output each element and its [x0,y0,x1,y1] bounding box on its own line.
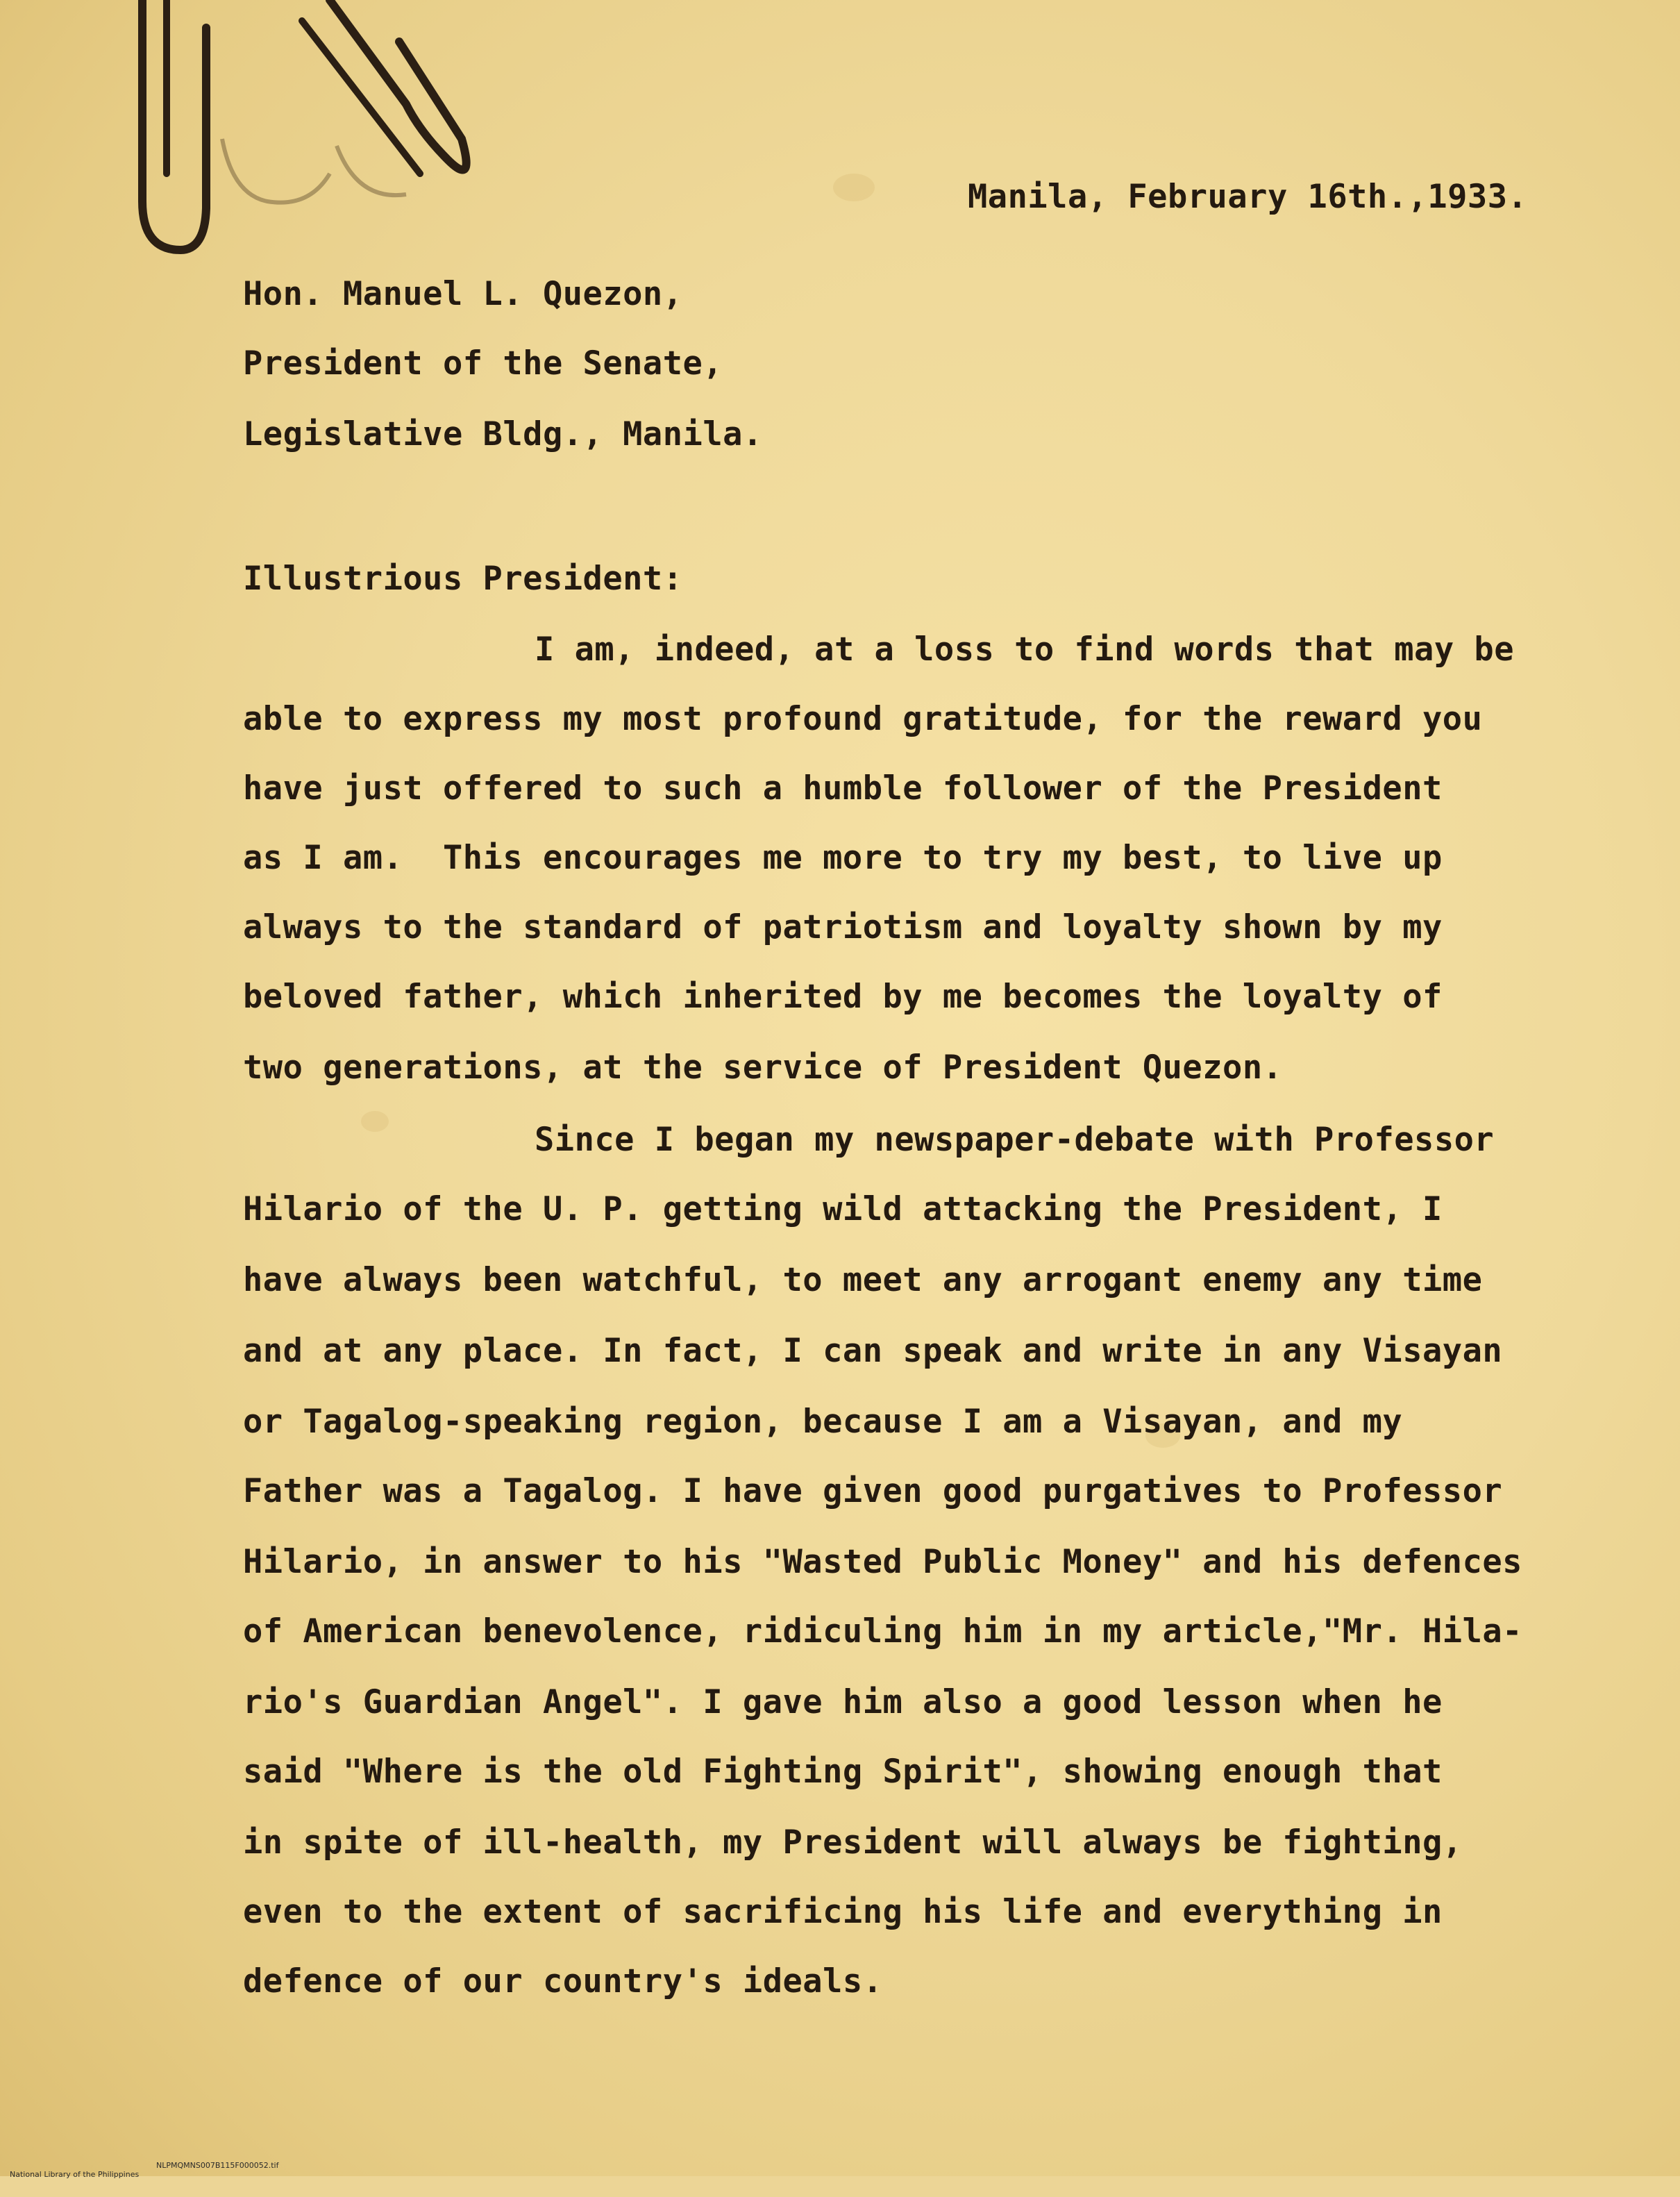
body-line: even to the extent of sacrificing his life and everything in [243,1893,1443,1931]
body-line: Hilario, in answer to his "Wasted Public Money" and his defences [243,1543,1522,1581]
salutation: Illustrious President: [243,560,683,598]
body-line: I am, indeed, at a loss to find words that may be [535,630,1515,669]
body-line: Hilario of the U. P. getting wild attacking the President, I [243,1190,1443,1228]
library-credit: National Library of the Philippines [10,2170,140,2179]
body-line: Since I began my newspaper-debate with Professor [535,1121,1495,1159]
body-line: or Tagalog-speaking region, because I am a Visayan, and my [243,1403,1403,1441]
body-line: defence of our country's ideals. [243,1962,883,2000]
body-line: and at any place. In fact, I can speak and write in any Visayan [243,1332,1503,1370]
body-line: said "Where is the old Fighting Spirit", showing enough that [243,1753,1443,1791]
paperclip-icon [128,0,489,264]
dateline: Manila, February 16th.,1933. [968,178,1528,216]
body-line: in spite of ill-health, my President will always be fighting, [243,1823,1463,1862]
body-line: have just offered to such a humble follower of the President [243,769,1443,808]
body-line: rio's Guardian Angel". I gave him also a good lesson when he [243,1683,1443,1721]
body-line: Father was a Tagalog. I have given good purgatives to Professor [243,1472,1503,1510]
body-line: have always been watchful, to meet any arrogant enemy any time [243,1261,1483,1299]
address-line: Legislative Bldg., Manila. [243,415,763,453]
body-line: beloved father, which inherited by me becomes the loyalty of [243,978,1443,1016]
file-id: NLPMQMNS007B115F000052.tif [156,2161,279,2170]
body-line: two generations, at the service of President Quezon. [243,1049,1283,1087]
address-line: Hon. Manuel L. Quezon, [243,275,683,313]
body-line: always to the standard of patriotism and loyalty shown by my [243,908,1443,946]
body-line: as I am. This encourages me more to try my best, to live up [243,839,1443,877]
address-line: President of the Senate, [243,344,723,383]
body-line: of American benevolence, ridiculing him in my article,"Mr. Hila- [243,1612,1522,1651]
archive-footer [0,2161,279,2197]
body-line: able to express my most profound gratitude, for the reward you [243,700,1483,738]
